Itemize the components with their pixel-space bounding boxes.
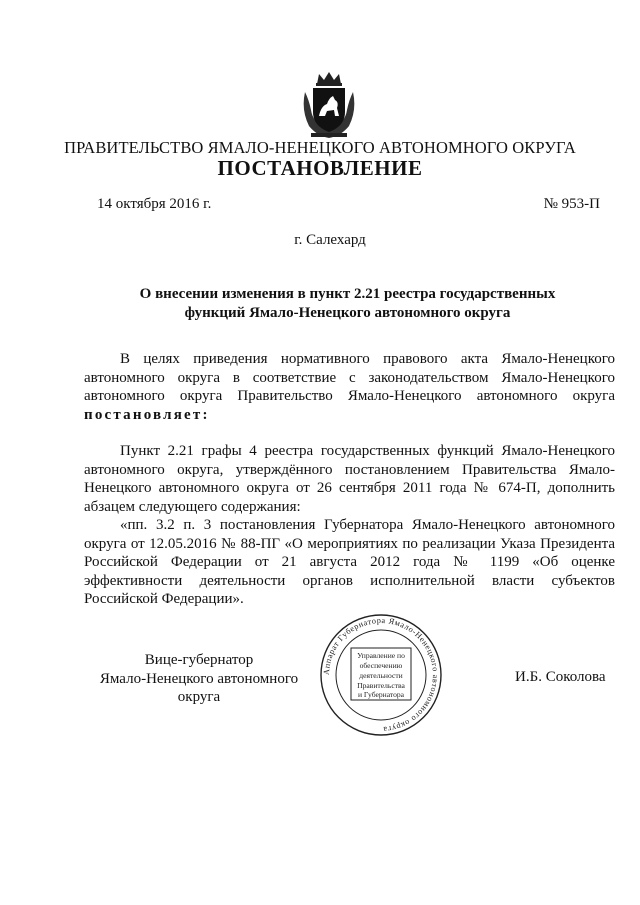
organization-name: ПРАВИТЕЛЬСТВО ЯМАЛО-НЕНЕЦКОГО АВТОНОМНОГО ОКРУГА: [64, 138, 576, 157]
quote-line: Российской Федерации».: [84, 591, 244, 607]
preamble-line: В целях приведения нормативного правового акта Ямало-Ненецкого: [120, 351, 615, 367]
stamp-inner-line: Управление по: [357, 651, 405, 660]
quote-line: эффективности деятельности органов исполнительной власти субъектов: [84, 572, 615, 589]
decision-word: постановляет:: [84, 406, 210, 423]
document-number: № 953-П: [543, 196, 600, 212]
stamp-inner-line: деятельности: [359, 671, 403, 680]
stamp-inner-line: и Губернатора: [357, 690, 405, 699]
body-paragraph: [84, 442, 615, 609]
body-line: Пункт 2.21 графы 4 реестра государственных функций Ямало-Ненецкого: [120, 443, 615, 459]
stamp-inner-line: Правительства: [357, 681, 405, 690]
quote-line: округа от 12.05.2016 № 88-ПГ «О мероприятиях по реализации Указа Президента: [84, 535, 615, 552]
document-title: [100, 285, 595, 323]
quote-line: «пп. 3.2 п. 3 постановления Губернатора Ямало-Ненецкого автономного: [120, 517, 615, 533]
preamble-paragraph: [84, 350, 615, 424]
body-line: Ненецкого автономного округа от 26 сентября 2011 года № 674-П, дополнить: [84, 480, 615, 496]
stamp-inner-line: обеспечению: [359, 661, 403, 670]
signatory-name: И.Б. Соколова: [515, 669, 606, 685]
signatory-role-line: Ямало-Ненецкого автономного округа: [99, 670, 299, 705]
document-date: 14 октября 2016 г.: [97, 196, 212, 212]
body-line: автономного округа, утверждённого постановлением Правительства Ямало-: [84, 461, 615, 478]
official-stamp: [318, 612, 444, 738]
signatory-role: [84, 651, 314, 707]
signatory-role-line: Вице-губернатор: [144, 652, 254, 668]
body-line: абзацем следующего содержания:: [84, 498, 301, 515]
document-type: ПОСТАНОВЛЕНИЕ: [217, 156, 423, 180]
coat-of-arms-icon: [299, 70, 359, 140]
preamble-line: автономного округа в соответствие с законодательством Ямало-Ненецкого: [84, 369, 615, 386]
stamp-ring-text: Аппарат Губернатора Ямало-Ненецкого автономного округа: [321, 615, 441, 734]
title-line: О внесении изменения в пункт 2.21 реестра государственных: [139, 286, 556, 302]
document-city: г. Салехард: [294, 232, 366, 248]
title-line: функций Ямало-Ненецкого автономного округа: [184, 305, 511, 321]
preamble-line: автономного округа Правительство Ямало-Ненецкого автономного округа: [84, 388, 615, 404]
quote-line: Российской Федерации от 21 августа 2012 года № 1199 «Об оценке: [84, 554, 615, 570]
